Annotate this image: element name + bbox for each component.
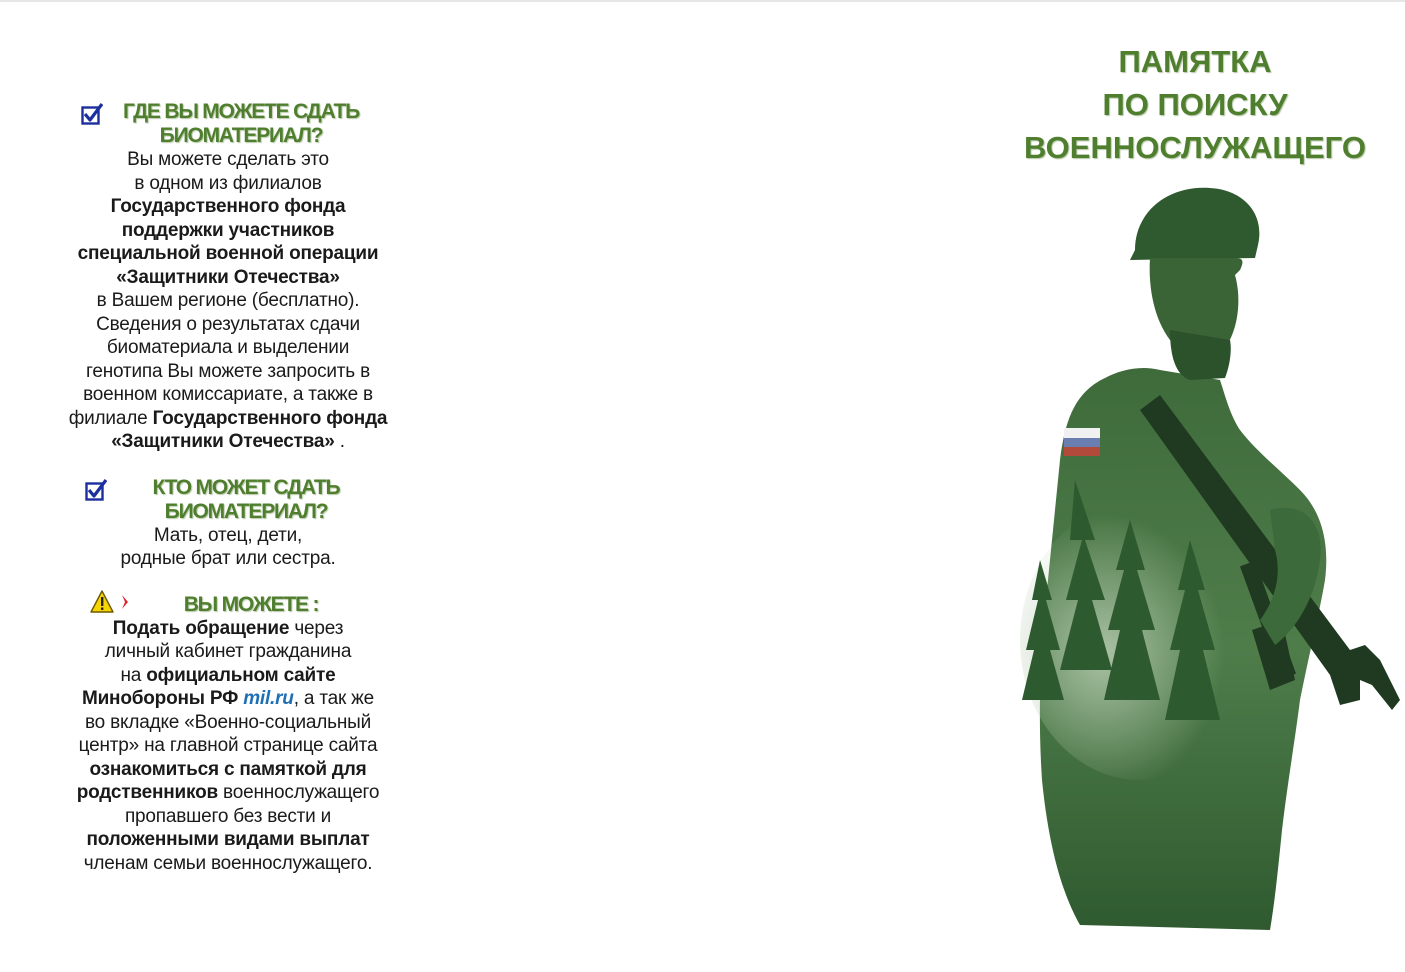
text-line: центр» на главной странице сайта xyxy=(78,735,378,756)
section-body xyxy=(55,617,401,876)
section-header xyxy=(55,476,401,524)
section-you-can xyxy=(55,593,401,876)
text-line: в одном из филиалов xyxy=(134,172,322,194)
bold-text: поддержки участников xyxy=(121,219,335,241)
section-title: ВЫ МОЖЕТЕ : xyxy=(183,592,319,616)
section-title-line: КТО МОЖЕТ СДАТЬ xyxy=(152,475,340,499)
mil-ru-link[interactable]: mil.ru xyxy=(243,688,294,709)
text-line xyxy=(55,781,401,805)
title-line: ВОЕННОСЛУЖАЩЕГО xyxy=(1024,130,1366,165)
text-line: генотипа Вы можете запросить в xyxy=(86,360,370,382)
section-header xyxy=(55,593,401,617)
top-border xyxy=(0,0,1405,2)
text-fragment: через xyxy=(289,617,344,639)
warning-icon xyxy=(90,589,136,615)
text-line: биоматериала и выделении xyxy=(106,337,350,358)
text-line: пропавшего без вести и xyxy=(124,805,332,827)
text-line xyxy=(55,407,401,431)
text-line: в Вашем регионе (бесплатно). xyxy=(96,290,360,311)
flag-patch-icon xyxy=(1064,428,1100,456)
section-where-to-donate xyxy=(55,100,401,454)
text-line: членам семьи военнослужащего. xyxy=(83,852,373,874)
text-line: Мать, отец, дети, xyxy=(153,524,303,546)
text-line: военном комиссариате, а также в xyxy=(83,384,373,405)
brochure-title xyxy=(1010,40,1380,169)
title-line: ПО ПОИСКУ xyxy=(1102,87,1288,122)
section-title-line: ГДЕ ВЫ МОЖЕТЕ СДАТЬ xyxy=(122,100,360,123)
text-fragment: . xyxy=(334,431,345,452)
text-fragment: на xyxy=(120,664,147,686)
text-line: личный кабинет гражданина xyxy=(104,641,352,662)
text-line xyxy=(55,664,401,688)
text-line xyxy=(55,687,401,711)
soldier-silhouette-illustration xyxy=(1020,180,1405,940)
text-line: во вкладке «Военно-социальный xyxy=(84,711,371,733)
text-line xyxy=(55,430,401,454)
bold-text: «Защитники Отечества» xyxy=(116,266,340,288)
bold-text: «Защитники Отечества» xyxy=(111,431,335,452)
text-line: Вы можете сделать это xyxy=(127,149,329,170)
text-fragment: филиале xyxy=(68,407,153,429)
bold-text: Подать обращение xyxy=(112,617,290,639)
checkbox-checked-icon xyxy=(81,103,103,125)
bold-text: официальном сайте xyxy=(146,664,336,686)
section-header xyxy=(55,100,401,148)
bold-text: Государственного фонда xyxy=(152,407,388,429)
bold-text: родственников xyxy=(76,782,218,803)
bold-text: Государственного фонда xyxy=(110,196,346,217)
text-line xyxy=(55,617,401,641)
checkbox-checked-icon xyxy=(85,479,107,501)
bold-text: положенными видами выплат xyxy=(86,829,370,850)
text-fragment: военнослужащего xyxy=(217,782,380,803)
section-title-line: БИОМАТЕРИАЛ? xyxy=(164,499,328,523)
section-title xyxy=(55,100,401,148)
section-title-line: БИОМАТЕРИАЛ? xyxy=(159,124,323,147)
section-who-can-donate xyxy=(55,476,401,571)
bold-text: Минобороны РФ xyxy=(81,688,244,709)
left-column xyxy=(55,100,401,897)
text-fragment: , а так же xyxy=(293,688,375,709)
section-body xyxy=(55,524,401,571)
title-line: ПАМЯТКА xyxy=(1118,44,1272,79)
bold-text: специальной военной операции xyxy=(77,243,379,264)
text-line: родные брат или сестра. xyxy=(120,548,336,569)
text-line: Сведения о результатах сдачи xyxy=(96,313,360,335)
section-body xyxy=(55,148,401,454)
bold-text: ознакомиться с памяткой для xyxy=(89,758,367,780)
